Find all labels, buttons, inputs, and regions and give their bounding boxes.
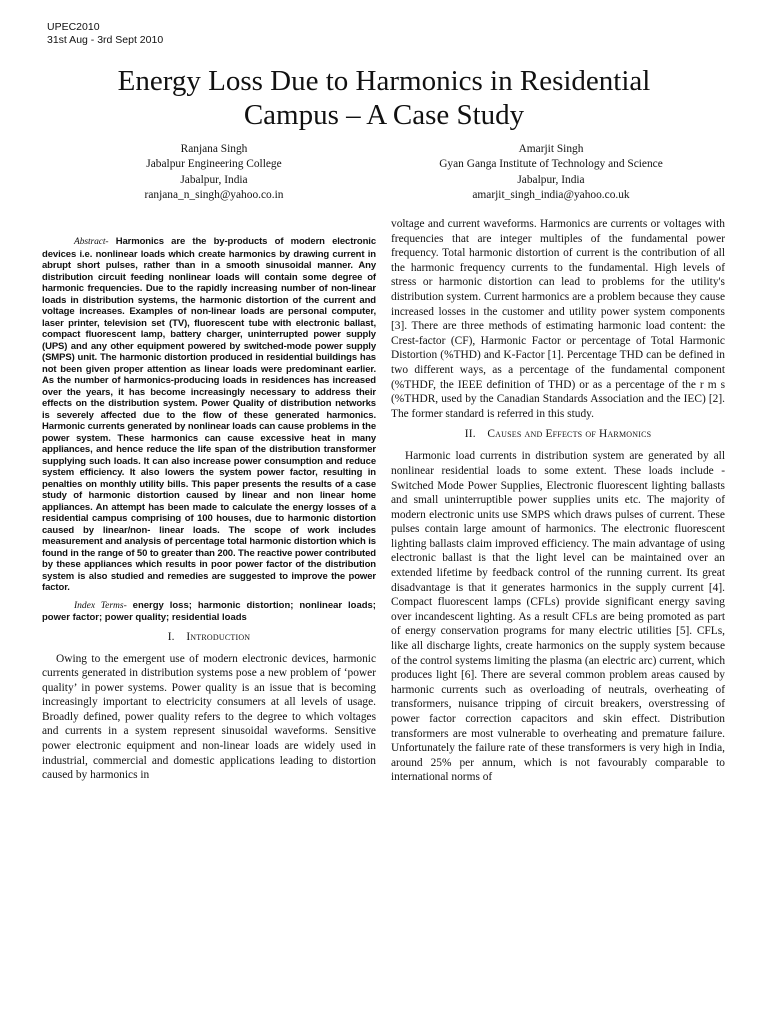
author-block-2 — [401, 142, 701, 203]
causes-effects-paragraph: Harmonic load currents in distribution system are generated by all nonlinear residential loads to some extent. These loads include - Switched Mode Power Supplies, Electronic fluorescent lighting ballasts and small uninterruptible power supplies units etc. The majority of modern electronic units use SMPS which draws pulses of current. These pulses contain large amount of harmonics. The electronic fluorescent lighting ballasts claim improved efficiency. The main advantage of using electronic ballast is that the light level can be maintained over an extended lifetime by feedback control of the running current. Its great disadvantage is that it generates harmonics in the supply current [4]. Compact fluorescent lamps (CFLs) provide significant energy saving over incandescent lighting. As a result CFLs are being promoted as part of energy conservation programs for many electric utilities [5]. CFLs, like all discharge lights, create harmonics on the supply system because of the control systems limiting the plasma (an electric arc) current, which produces light [6]. There are several common problem areas caused by harmonic currents such as overloading of neutrals, overheating of transformers, nuisance tripping of circuit breakers, overstressing of power factor correction capacitors and skin effect. Distribution transformers are most vulnerable to overheating and premature failure. Unfortunately the failure rate of these transformers is very high in India, around 25% per annum, which is not favourably comparable to international norms of — [391, 450, 726, 784]
index-terms-text: energy loss; harmonic distortion; nonlinear loads; power factor; power quality; residential loads — [42, 599, 376, 623]
abstract — [42, 236, 376, 594]
author-email: amarjit_singh_india@yahoo.co.uk — [472, 188, 630, 201]
author-name: Ranjana Singh — [180, 143, 248, 155]
author-location: Jabalpur, India — [517, 173, 585, 186]
author-email: ranjana_n_singh@yahoo.co.in — [144, 188, 284, 201]
author-block-1 — [64, 142, 364, 203]
title-line-1: Energy Loss Due to Harmonics in Residential — [117, 65, 651, 97]
index-terms — [42, 600, 376, 624]
conference-dates: 31st Aug - 3rd Sept 2010 — [47, 33, 164, 46]
paper-title — [0, 64, 768, 132]
author-location: Jabalpur, India — [180, 173, 248, 186]
right-column — [391, 217, 725, 785]
index-terms-lead: Index Terms- — [74, 600, 127, 611]
section-heading-introduction: I. Introduction — [167, 630, 251, 643]
section-heading-causes-effects: II. Causes and Effects of Harmonics — [464, 428, 652, 441]
conference-name: UPEC2010 — [47, 21, 100, 33]
abstract-text: Harmonics are the by-products of modern electronic devices i.e. nonlinear loads which create harmonics by drawing current in abrupt short pulses, rather than in a smooth sinusoidal manner. Any distribution circuit feeding nonlinear loads will contain some degree of harmonic frequencies. Due to the rapidly increasing number of non-linear loads in distribution systems, the harmonic distortion of the current and voltage increases. Examples of non-linear loads are personal computer, laser printer, television set (TV), fluorescent tube with electronic ballast, compact fluorescent lamp, battery charger, uninterrupted power supply (UPS) and any other equipment powered by switched-mode power supply (SMPS) unit. The harmonic distortion produced in residential buildings has not been given proper attention as linear loads were predominant earlier. As the number of harmonics-producing loads in residences has increased over the years, it has become increasingly necessary to address their effects on the distribution system. Power Quality of distribution networks is severely affected due to the flow of these generated harmonics. Harmonic currents generated by nonlinear loads can cause problems in the power system. These harmonics can cause excessive heat in many appliances, and hence reduce the life span of the distribution transformer supplying such loads. It can also increase power consumption and reduce system efficiency. It also lowers the system power factor, resulting in penalties on monthly utility bills. This paper presents the results of a case study of harmonic distortion caused by linear and non linear home appliances. An attempt has been made to calculate the energy losses of a residential campus comprising of 100 houses, due to harmonic distortion caused by linear/non- linear loads. The scope of work includes measurement and analysis of percentage total harmonic distortion which is found in the range of 50 to greater than 200. The reactive power contributed by these appliances which results in poor power factor of the distribution system is also studied and remedies are suggested to improve the power factor. — [42, 236, 376, 593]
author-affiliation: Gyan Ganga Institute of Technology and Science — [439, 158, 663, 171]
introduction-continuation: voltage and current waveforms. Harmonics are currents or voltages with frequencies that are integer multiples of the fundamental power frequency. Total harmonic distortion of current is the contribution of all the harmonic frequency currents to the fundamental. High levels of stress or harmonic distortion can lead to problems for the utility's distribution system. Current harmonics are a problem because they cause increased losses in the customer and utility power system components [3]. There are three methods of estimating harmonic load content: the Crest-factor (CF), Harmonic Factor or percentage of Total Harmonic Distortion (%THD) and K-Factor [1]. Percentage THD can be defined in two different ways, as a percentage of the fundamental component (%THDF, the IEEE definition of THD) or as a percentage of the r m s (%THDR, used by the Canadian Standards Association and the IEC) [2]. The former standard is referred in this study. — [391, 218, 725, 420]
introduction-paragraph: Owing to the emergent use of modern electronic devices, harmonic currents generated in distribution systems pose a new problem of ‘power quality’ in power systems. Power quality is an issue that is becoming increasingly important to electricity consumers at all levels of usage. Broadly defined, power quality refers to the degree to which voltages and currents in a system represent sinusoidal waveforms. Sensitive power electronic equipment and non-linear loads are widely used in industrial, commercial and domestic applications leading to distortion caused by harmonics in — [42, 652, 376, 782]
abstract-lead: Abstract- — [74, 237, 109, 247]
left-column — [42, 236, 376, 783]
author-name: Amarjit Singh — [518, 143, 584, 155]
author-affiliation: Jabalpur Engineering College — [146, 158, 282, 171]
title-line-2: Campus – A Case Study — [243, 99, 525, 131]
conference-header — [47, 21, 163, 46]
